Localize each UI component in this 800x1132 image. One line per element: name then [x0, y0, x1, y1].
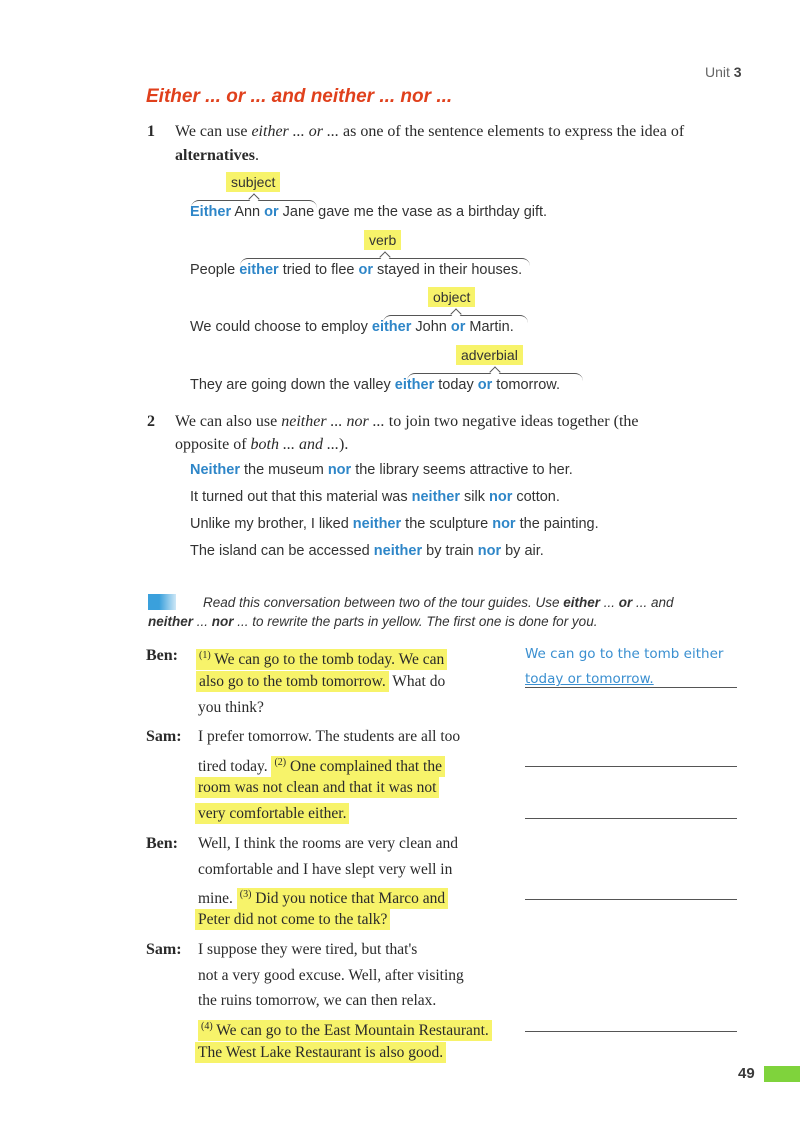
sam2-line5: The West Lake Restaurant is also good. — [195, 1040, 446, 1065]
speaker-sam-1: Sam: — [146, 728, 182, 745]
answer-line-2a — [525, 766, 737, 767]
sam1-line2: tired today. $^{(2)}$ One complained that the — [198, 750, 445, 779]
example-neither-4: The island can be accessed neither by train nor by air. — [190, 543, 544, 559]
sam1-line4: very comfortable either. — [195, 801, 349, 826]
answer-line-1 — [525, 687, 737, 688]
sam2-line2: not a very good excuse. Well, after visiting — [198, 967, 464, 984]
sam2-line3: the ruins tomorrow, we can then relax. — [198, 992, 437, 1009]
answer-1-line2: today or tomorrow. — [525, 671, 654, 687]
page-number: 49 — [738, 1065, 755, 1082]
point1-number: 1 — [147, 123, 155, 140]
ben2-line4: Peter did not come to the talk? — [195, 907, 390, 932]
example-adverbial: They are going down the valley either today or tomorrow. — [190, 377, 560, 393]
unit-header — [705, 64, 742, 80]
speaker-ben-2: Ben: — [146, 835, 178, 852]
ben2-line3: mine. $^{(3)}$ Did you notice that Marco and — [198, 882, 448, 911]
answer-line-2b — [525, 818, 737, 819]
page-title: Either ... or ... and neither ... nor ... — [146, 86, 453, 107]
label-object: object — [428, 287, 475, 307]
ben2-line1: Well, I think the rooms are very clean and — [198, 835, 459, 852]
sam2-line4: $^{(4)}$ We can go to the East Mountain Restaurant. — [198, 1014, 492, 1043]
exercise-icon — [148, 594, 176, 610]
point2-text-line2: opposite of both ... and ...). — [175, 436, 349, 453]
example-verb: People either tried to flee or stayed in their houses. — [190, 262, 523, 278]
ben1-line3: you think? — [198, 699, 264, 716]
example-object: We could choose to employ either John or Martin. — [190, 319, 514, 335]
ben1-line2: also go to the tomb tomorrow. What do — [196, 669, 445, 694]
example-neither-2: It turned out that this material was neither silk nor cotton. — [190, 489, 560, 505]
example-subject: Either Ann or Jane gave me the vase as a birthday gift. — [190, 204, 548, 220]
answer-1-line1: We can go to the tomb either — [525, 646, 724, 662]
page-accent-bar — [764, 1066, 800, 1082]
answer-line-4 — [525, 1031, 737, 1032]
sam2-line1: I suppose they were tired, but that's — [198, 941, 418, 958]
label-adverbial: adverbial — [456, 345, 523, 365]
ben1-line1: $^{(1)}$ We can go to the tomb today. We can — [196, 643, 447, 672]
example-neither-1: Neither the museum nor the library seems attractive to her. — [190, 462, 573, 478]
unit-label: Unit — [705, 64, 730, 80]
point1-text: We can use either ... or ... as one of the sentence elements to express the idea of — [175, 123, 685, 140]
label-subject: subject — [226, 172, 280, 192]
label-verb: verb — [364, 230, 401, 250]
unit-number: 3 — [733, 64, 742, 80]
exercise-instruction-line2: neither ... nor ... to rewrite the parts in yellow. The first one is done for you. — [148, 614, 598, 629]
point2-text: We can also use neither ... nor ... to join two negative ideas together (the — [175, 413, 639, 430]
speaker-ben-1: Ben: — [146, 647, 178, 664]
ben2-line2: comfortable and I have slept very well in — [198, 861, 453, 878]
speaker-sam-2: Sam: — [146, 941, 182, 958]
point1-text-line2: alternatives. — [175, 147, 259, 164]
example-neither-3: Unlike my brother, I liked neither the sculpture nor the painting. — [190, 516, 599, 532]
point2-number: 2 — [147, 413, 155, 430]
sam1-line1: I prefer tomorrow. The students are all too — [198, 728, 461, 745]
answer-line-3 — [525, 899, 737, 900]
sam1-line3: room was not clean and that it was not — [195, 775, 439, 800]
exercise-instruction-line1: Read this conversation between two of the tour guides. Use either ... or ... and — [203, 595, 674, 610]
